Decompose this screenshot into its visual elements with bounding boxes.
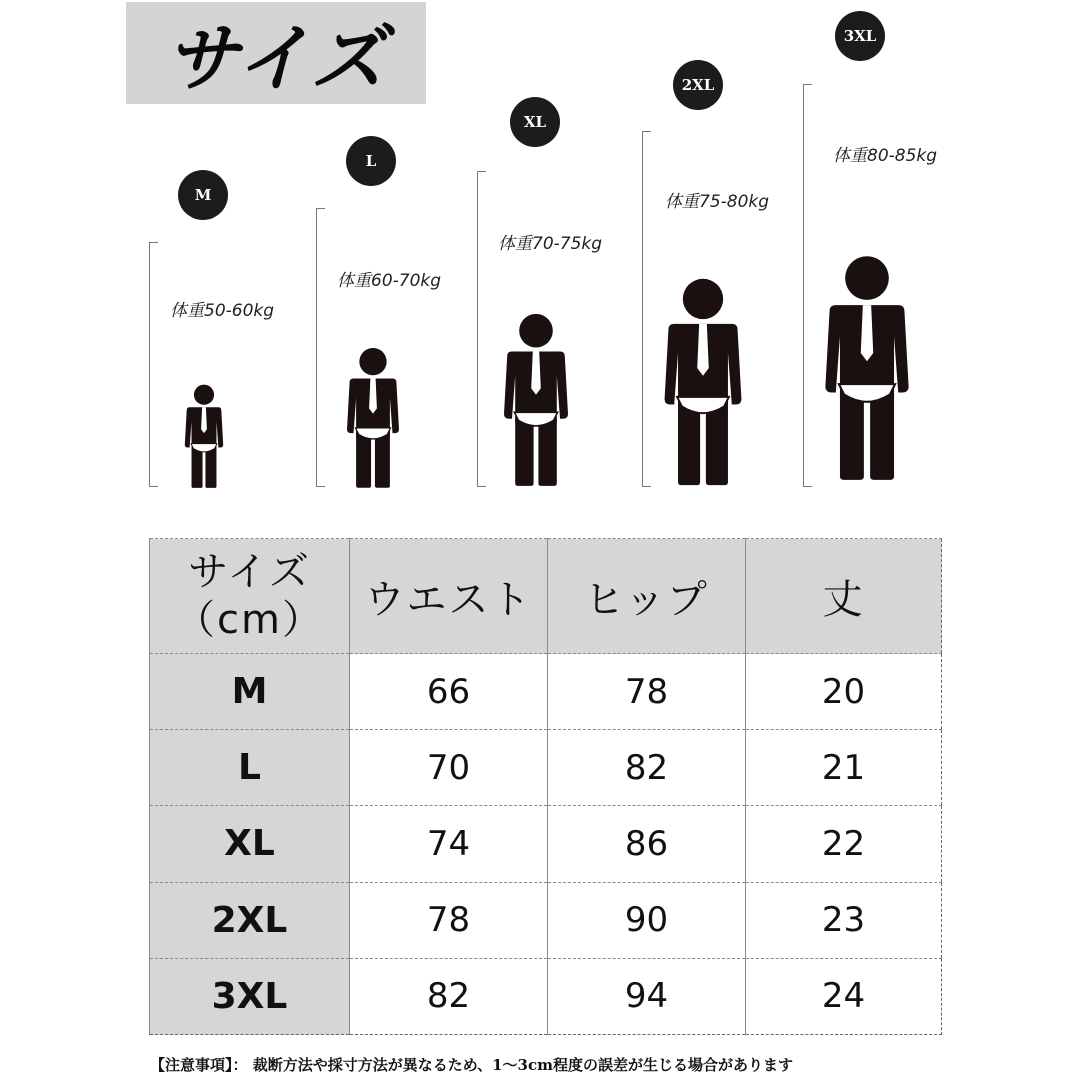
size-badge-m: M xyxy=(178,170,228,220)
table-row xyxy=(150,654,942,730)
figure-l-icon xyxy=(340,346,406,489)
cell-length: 22 xyxy=(746,806,942,882)
bracket-tick xyxy=(803,486,812,487)
size-badge-3xl: 3XL xyxy=(835,11,885,61)
size-badge-l: L xyxy=(346,136,396,186)
title-banner xyxy=(126,2,426,104)
height-bracket-m xyxy=(149,242,150,487)
height-bracket-2xl xyxy=(642,131,643,487)
cell-hip: 86 xyxy=(548,806,746,882)
page-title: サイズ xyxy=(164,16,388,102)
height-bracket-3xl xyxy=(803,84,804,487)
figure-xl-icon xyxy=(496,310,576,489)
table-row xyxy=(150,806,942,882)
cell-waist: 78 xyxy=(350,882,548,958)
weight-label-m: 体重50-60kg xyxy=(170,301,275,321)
cell-waist: 74 xyxy=(350,806,548,882)
bracket-tick xyxy=(803,84,812,85)
cell-waist: 70 xyxy=(350,730,548,806)
cell-length: 23 xyxy=(746,882,942,958)
height-bracket-xl xyxy=(477,171,478,487)
cell-waist: 82 xyxy=(350,958,548,1034)
table-row xyxy=(150,882,942,958)
header-waist: ウエスト xyxy=(350,539,548,654)
size-badge-xl: XL xyxy=(510,97,560,147)
bracket-tick xyxy=(642,486,651,487)
bracket-tick xyxy=(477,171,486,172)
row-size: XL xyxy=(150,806,350,882)
figure-2xl-icon xyxy=(655,274,751,489)
caution-note: 【注意事項】： 裁断方法や採寸方法が異なるため、1～3cm程度の誤差が生じる場合があります xyxy=(150,1056,794,1074)
size-table xyxy=(149,538,942,1035)
cell-length: 21 xyxy=(746,730,942,806)
bracket-tick xyxy=(316,486,325,487)
bracket-tick xyxy=(642,131,651,132)
figure-m-icon xyxy=(180,383,228,489)
table-row xyxy=(150,730,942,806)
height-bracket-l xyxy=(316,208,317,487)
bracket-tick xyxy=(149,242,158,243)
bracket-tick xyxy=(149,486,158,487)
figure-3xl-icon xyxy=(815,246,919,489)
bracket-tick xyxy=(477,486,486,487)
row-size: 3XL xyxy=(150,958,350,1034)
cell-length: 24 xyxy=(746,958,942,1034)
cell-waist: 66 xyxy=(350,654,548,730)
weight-label-l: 体重60-70kg xyxy=(337,271,442,291)
weight-label-xl: 体重70-75kg xyxy=(498,234,603,254)
bracket-tick xyxy=(316,208,325,209)
weight-label-2xl: 体重75-80kg xyxy=(665,192,770,212)
weight-label-3xl: 体重80-85kg xyxy=(833,146,938,166)
header-size-cm xyxy=(150,539,350,654)
size-badge-2xl: 2XL xyxy=(673,60,723,110)
header-length: 丈 xyxy=(746,539,942,654)
table-header-row xyxy=(150,539,942,654)
cell-hip: 78 xyxy=(548,654,746,730)
table-row xyxy=(150,958,942,1034)
cell-hip: 82 xyxy=(548,730,746,806)
cell-hip: 90 xyxy=(548,882,746,958)
header-hip: ヒップ xyxy=(548,539,746,654)
row-size: 2XL xyxy=(150,882,350,958)
row-size: L xyxy=(150,730,350,806)
cell-hip: 94 xyxy=(548,958,746,1034)
header-size-line1: サイズ xyxy=(188,549,311,595)
row-size: M xyxy=(150,654,350,730)
cell-length: 20 xyxy=(746,654,942,730)
header-size-line2: （cm） xyxy=(175,597,324,643)
